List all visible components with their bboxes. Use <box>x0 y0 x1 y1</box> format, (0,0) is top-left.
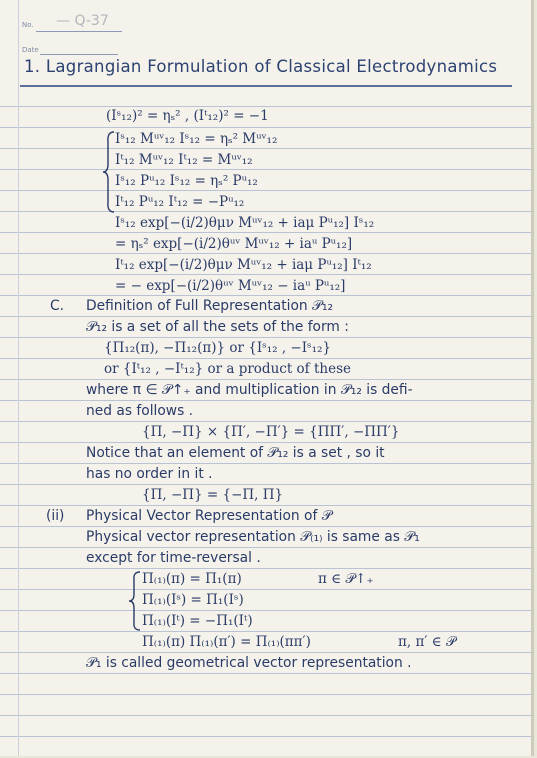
section-c-line-1: 𝒫₁₂ is a set of all the sets of the form : <box>86 319 349 335</box>
section-c-line-7: Notice that an element of 𝒫₁₂ is a set , so it <box>86 445 385 461</box>
page-title: 1. Lagrangian Formulation of Classical Electrodynamics <box>24 57 498 76</box>
ruled-line <box>0 106 531 107</box>
ruled-line <box>0 442 531 443</box>
ruled-line <box>0 274 531 275</box>
ruled-line <box>0 232 531 233</box>
section-c-marker: C. <box>50 298 65 314</box>
product-condition: π, π′ ∈ 𝒫 <box>398 634 456 650</box>
ruled-line <box>0 148 531 149</box>
ruled-line <box>0 295 531 296</box>
ruled-line <box>0 568 531 569</box>
left-brace-2 <box>128 570 142 632</box>
ruled-line <box>0 652 531 653</box>
section-c-line-5: ned as follows . <box>86 403 194 419</box>
section-ii-marker: (ii) <box>46 508 65 524</box>
ruled-line <box>0 589 531 590</box>
section-c-line-4: where π ∈ 𝒫↑₊ and multiplication in 𝒫₁₂ is defi- <box>86 382 413 398</box>
ruled-line <box>0 715 531 716</box>
no-underline <box>36 31 122 32</box>
ruled-line <box>0 400 531 401</box>
ruled-line <box>0 610 531 611</box>
section-ii-line-2: except for time-reversal . <box>86 550 261 566</box>
ruled-line <box>0 211 531 212</box>
ruled-line <box>0 316 531 317</box>
section-c-line-3: or {Iᵗ₁₂ , −Iᵗ₁₂} or a product of these <box>104 361 351 377</box>
ruled-line <box>0 526 531 527</box>
page-number: — Q-37 <box>56 13 109 29</box>
ruled-line <box>0 358 531 359</box>
exp-line-1: Iˢ₁₂ exp[−(i/2)θμν Mᵘᵛ₁₂ + iaμ Pᵘ₁₂] Iˢ₁₂ <box>115 215 375 231</box>
section-c-line-2: {Π₁₂(π), −Π₁₂(π)} or {Iˢ₁₂ , −Iˢ₁₂} <box>104 340 332 356</box>
date-label: Date <box>22 46 39 54</box>
system-line-2: Iᵗ₁₂ Mᵘᵛ₁₂ Iᵗ₁₂ = Mᵘᵛ₁₂ <box>115 152 253 168</box>
ruled-line <box>0 463 531 464</box>
margin-line <box>18 0 19 756</box>
rep-line-1-cond: π ∈ 𝒫↑₊ <box>318 571 374 587</box>
system-line-4: Iᵗ₁₂ Pᵘ₁₂ Iᵗ₁₂ = −Pᵘ₁₂ <box>115 194 245 210</box>
rep-line-3: Π₍₁₎(Iᵗ) = −Π₁(Iᵗ) <box>142 613 253 629</box>
section-c-line-8: has no order in it . <box>86 466 213 482</box>
section-c-heading: Definition of Full Representation 𝒫₁₂ <box>86 298 334 314</box>
ruled-line <box>0 673 531 674</box>
ruled-line <box>0 337 531 338</box>
date-underline <box>40 54 118 55</box>
ruled-line <box>0 736 531 737</box>
ruled-line <box>0 421 531 422</box>
left-brace <box>102 130 116 214</box>
ruled-line <box>0 484 531 485</box>
section-c-line-9: {Π, −Π} = {−Π, Π} <box>142 487 284 503</box>
ruled-line <box>0 547 531 548</box>
system-line-1: Iˢ₁₂ Mᵘᵛ₁₂ Iˢ₁₂ = ηₛ² Mᵘᵛ₁₂ <box>115 131 278 147</box>
ruled-line <box>0 631 531 632</box>
ruled-line <box>0 253 531 254</box>
title-underline <box>20 85 512 87</box>
system-line-3: Iˢ₁₂ Pᵘ₁₂ Iˢ₁₂ = ηₛ² Pᵘ₁₂ <box>115 173 258 189</box>
section-ii-line-1: Physical vector representation 𝒫₍₁₎ is same as 𝒫₁ <box>86 529 420 545</box>
no-label: No. <box>22 21 34 29</box>
exp-line-3: Iᵗ₁₂ exp[−(i/2)θμν Mᵘᵛ₁₂ + iaμ Pᵘ₁₂] Iᵗ₁₂ <box>115 257 372 273</box>
exp-line-2: = ηₛ² exp[−(i/2)θᵘᵛ Mᵘᵛ₁₂ + iaᵘ Pᵘ₁₂] <box>115 236 353 252</box>
equation-squares: (Iˢ₁₂)² = ηₛ² , (Iᵗ₁₂)² = −1 <box>106 108 269 124</box>
exp-line-4: = − exp[−(i/2)θᵘᵛ Mᵘᵛ₁₂ − iaᵘ Pᵘ₁₂] <box>115 278 346 294</box>
rep-line-1: Π₍₁₎(π) = Π₁(π) <box>142 571 242 587</box>
closing-line: 𝒫₁ is called geometrical vector representation . <box>86 655 412 671</box>
ruled-line <box>0 190 531 191</box>
rep-line-2: Π₍₁₎(Iˢ) = Π₁(Iˢ) <box>142 592 244 608</box>
section-c-line-6: {Π, −Π} × {Π′, −Π′} = {ΠΠ′, −ΠΠ′} <box>142 424 400 440</box>
ruled-line <box>0 505 531 506</box>
ruled-line <box>0 379 531 380</box>
ruled-line <box>0 694 531 695</box>
product-rule: Π₍₁₎(π) Π₍₁₎(π′) = Π₍₁₎(ππ′) <box>142 634 311 650</box>
ruled-line <box>0 169 531 170</box>
section-ii-heading: Physical Vector Representation of 𝒫 <box>86 508 332 524</box>
ruled-line <box>0 127 531 128</box>
